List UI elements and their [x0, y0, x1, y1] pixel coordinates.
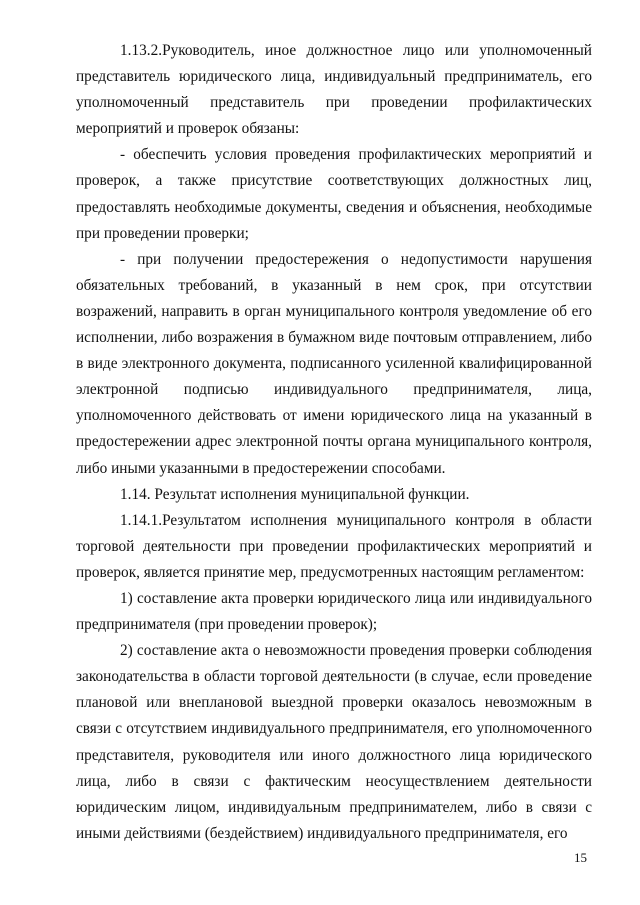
page-number: 15: [574, 850, 587, 865]
paragraph-1-14: 1.14. Результат исполнения муниципальной функции.: [120, 485, 470, 503]
paragraph-obligation-warning: - при получении предостережения о недопустимости нарушения обязательных требований, в указанный в нем срок, при отсутствии возражений, направить в орган муниципального контроля уведомление об его исполнении, либо возражения в бумажном виде почтовым отправлением, либо в виде электронного документа, подписанного усиленной квалифицированной электронной подписью индивидуального предпринимателя, лица, уполномоченного действовать от имени юридического лица на указанный в предостережении адрес электронной почты органа муниципального контроля, либо иными указанными в предостережении способами.: [76, 250, 592, 477]
paragraph-1-14-1: 1.14.1.Результатом исполнения муниципального контроля в области торговой деятельности при проведении профилактических мероприятий и проверок, является принятие мер, предусмотренных настоящим регламентом:: [76, 511, 592, 581]
document-body: [76, 38, 592, 847]
paragraph-1-13-2: 1.13.2.Руководитель, иное должностное лицо или уполномоченный представитель юридического лица, индивидуальный предприниматель, его уполномоченный представитель при проведении профилактических мероприятий и проверок обязаны:: [76, 42, 592, 138]
paragraph-result-item-1: 1) составление акта проверки юридического лица или индивидуального предпринимателя (при проведении проверок);: [76, 589, 592, 634]
paragraph-obligation-conditions: - обеспечить условия проведения профилактических мероприятий и проверок, а также присутствие соответствующих должностных лиц, предоставлять необходимые документы, сведения и объяснения, необходимые при проведении проверки;: [76, 146, 592, 242]
paragraph-result-item-2: 2) составление акта о невозможности проведения проверки соблюдения законодательства в области торговой деятельности (в случае, если проведение плановой или внеплановой выездной проверки оказалось невозможным в связи с отсутствием индивидуального предпринимателя, его уполномоченного представителя, руководителя или иного должностного лица юридического лица, либо в связи с фактическим неосуществлением деятельности юридическим лицом, индивидуальным предпринимателем, либо в связи с иными действиями (бездействием) индивидуального предпринимателя, его: [76, 642, 592, 842]
